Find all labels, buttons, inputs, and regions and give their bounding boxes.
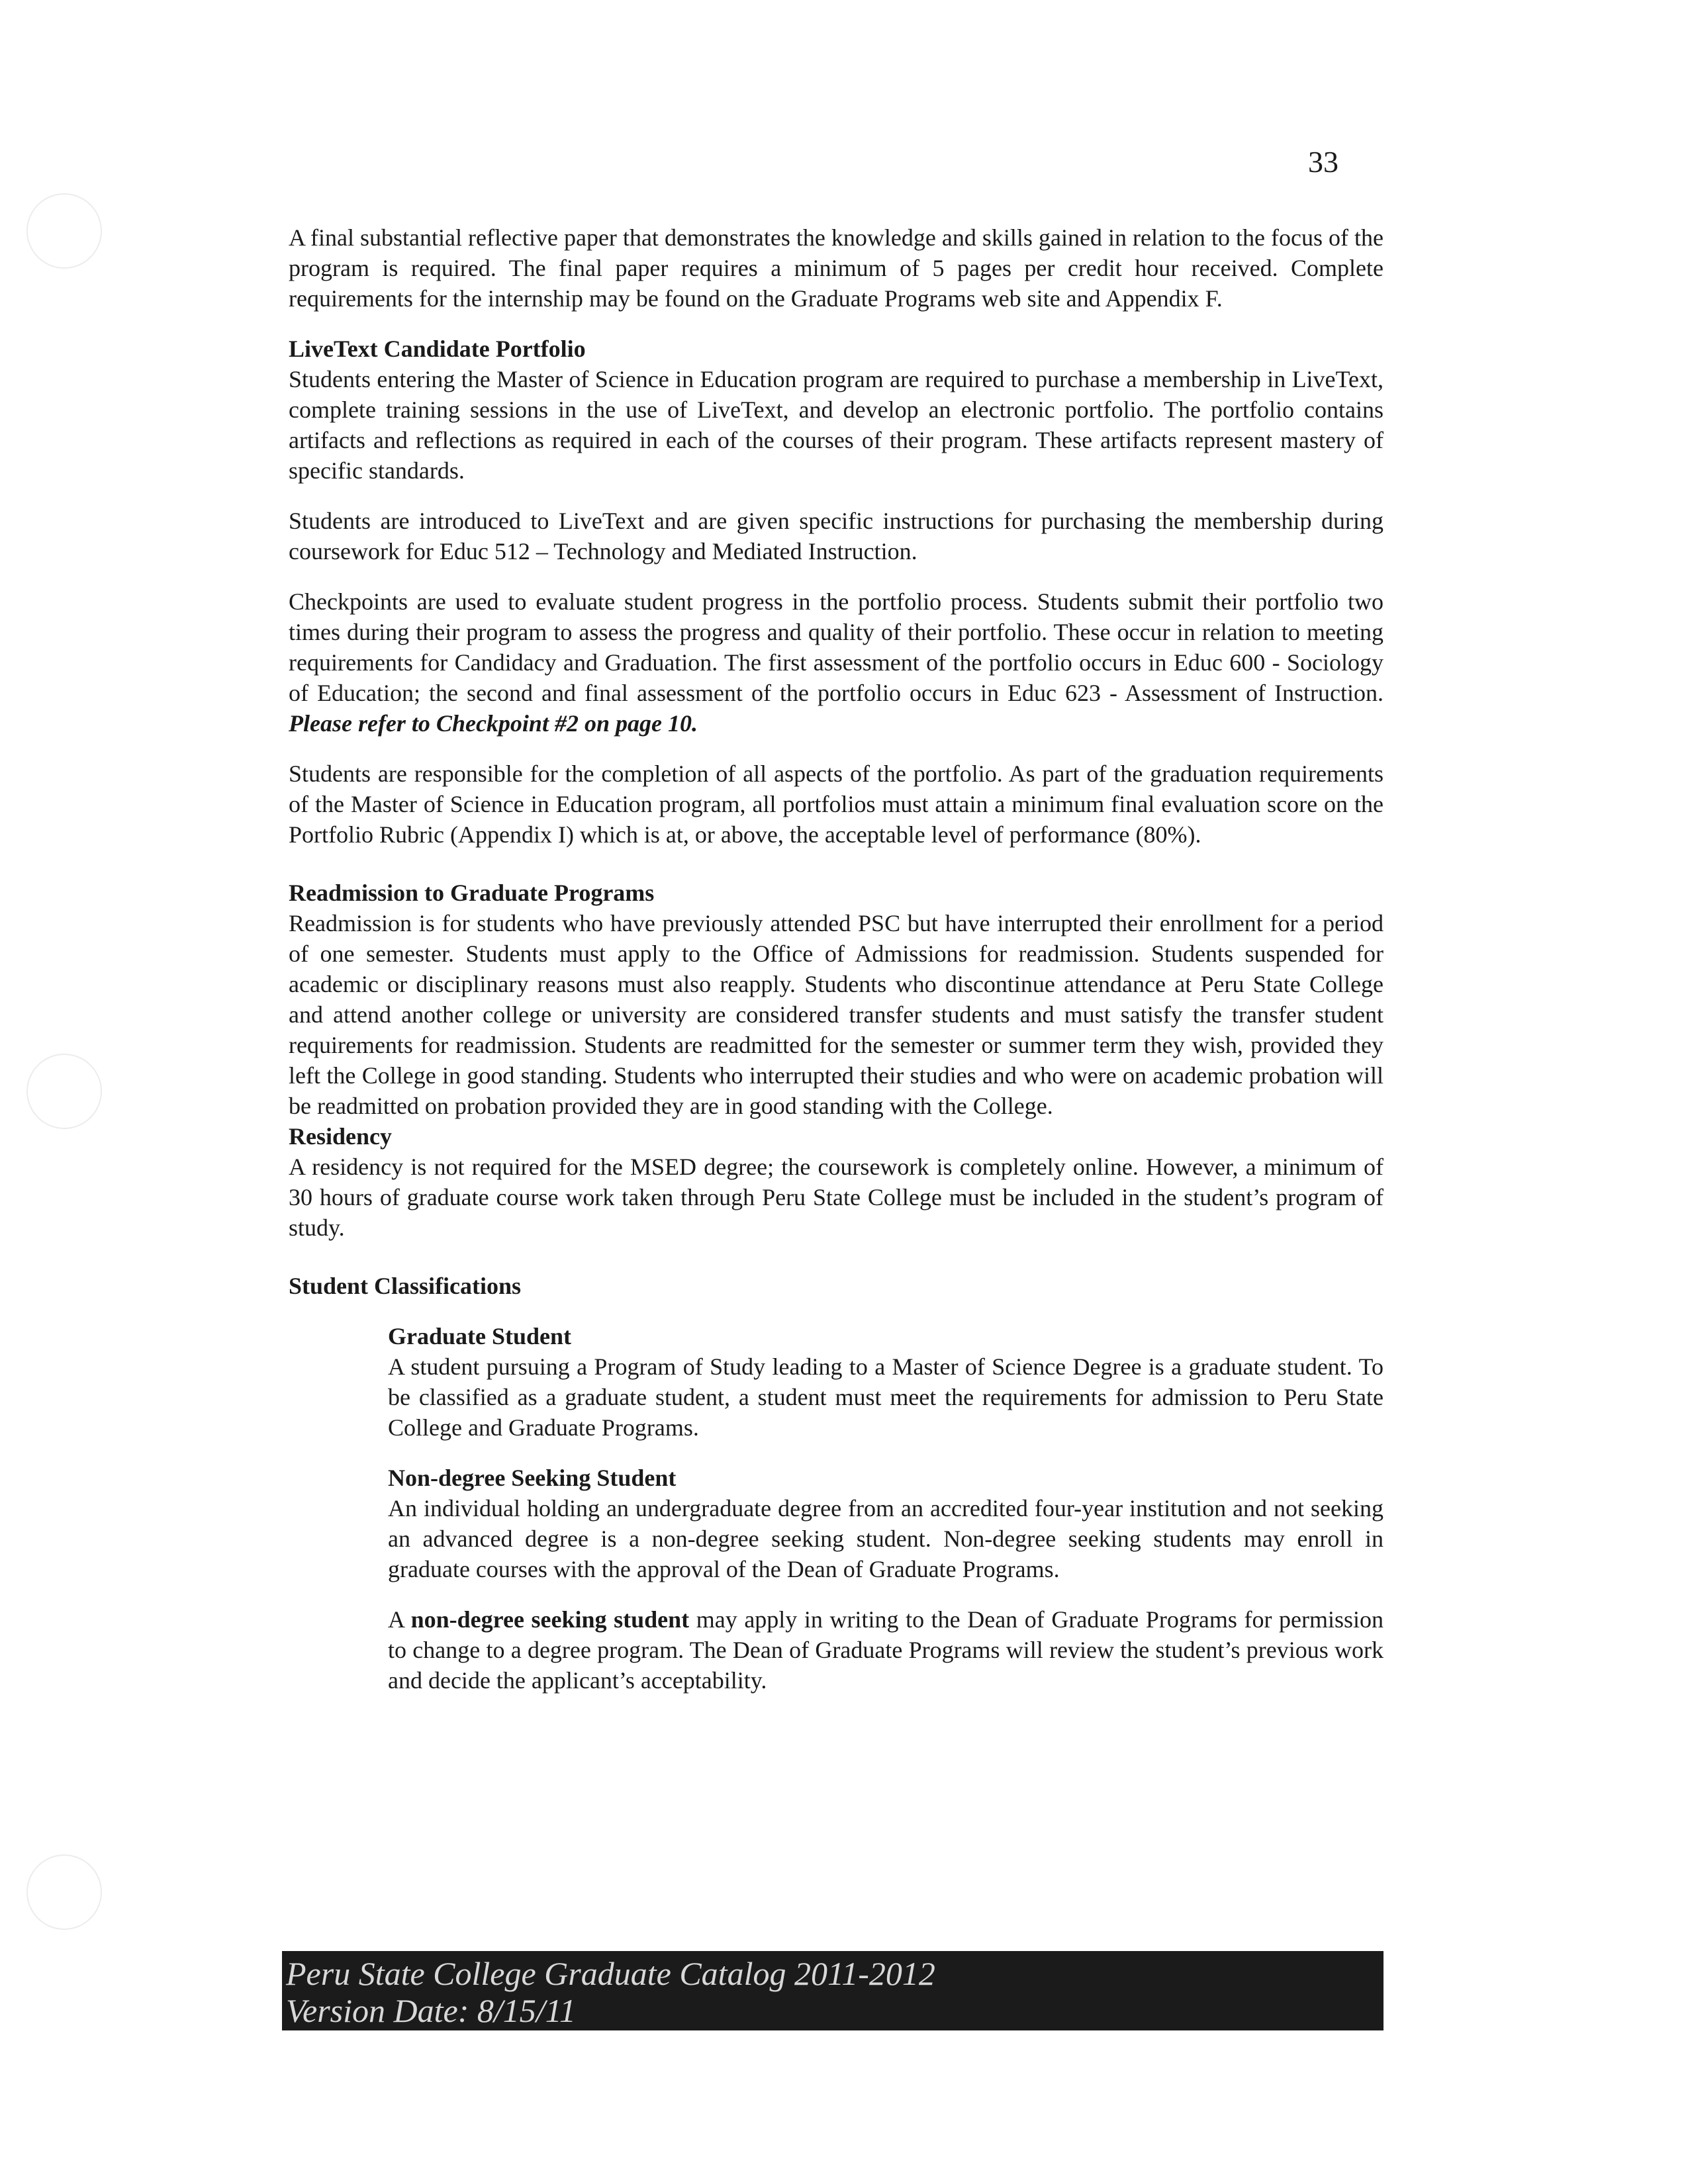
footer-version-date: Version Date: 8/15/11 [286,1992,576,2029]
classifications-section [289,1321,1383,1696]
classifications-heading: Student Classifications [289,1273,522,1299]
livetext-paragraph-1: Students entering the Master of Science in Education program are required to purchase a membership in LiveText, complete training sessions in the use of LiveText, and develop an electronic portfolio. The portfolio contains artifacts and reflections as required in each of the courses of their program. These artifacts represent mastery of specific standards. [289,366,1383,484]
non-degree-paragraph-2 [388,1604,1383,1696]
page-number: 33 [1308,145,1338,179]
readmission-paragraph: Readmission is for students who have previously attended PSC but have interrupted their enrollment for a period of one semester. Students must apply to the Office of Admissions for readmission. Students suspended for academic or disciplinary reasons must also reapply. Students who discontinue attendance at Peru State College and attend another college or university are considered transfer students and must satisfy the transfer student requirements for readmission. Students are readmitted for the semester or summer term they wish, provided they left the College in good standing. Students who interrupted their studies and who were on academic probation will be readmitted on probation provided they are in good standing with the College. [289,910,1383,1119]
non-degree-heading: Non-degree Seeking Student [388,1465,677,1491]
intro-paragraph: A final substantial reflective paper that demonstrates the knowledge and skills gained in relation to the focus of the program is required. The final paper requires a minimum of 5 pages per credit hour received. Complete requirements for the internship may be found on the Graduate Programs web site and Appendix F. [289,224,1383,312]
checkpoint-reference: Please refer to Checkpoint #2 on page 10. [289,710,698,737]
footer-catalog-title: Peru State College Graduate Catalog 2011-2012 [286,1955,935,1992]
graduate-student-heading: Graduate Student [388,1323,572,1349]
non-degree-paragraph-2-rest: may apply in writing to the Dean of Graduate Programs for permission to change to a degree program. The Dean of Graduate Programs will review the student’s previous work and decide the applicant’s acceptability. [388,1606,1384,1694]
non-degree-term: non-degree seeking student [410,1606,690,1633]
livetext-heading: LiveText Candidate Portfolio [289,336,586,362]
punch-hole-top [26,193,102,269]
residency-heading: Residency [289,1123,392,1150]
document-body [289,222,1383,1715]
non-degree-paragraph-2-lead: A [388,1606,404,1633]
residency-paragraph: A residency is not required for the MSED degree; the coursework is completely online. However, a minimum of 30 hours of graduate course work taken through Peru State College must be included in the student’s program of study. [289,1154,1383,1241]
punch-hole-middle [26,1054,102,1129]
catalog-footer-banner [282,1951,1383,2030]
readmission-heading: Readmission to Graduate Programs [289,880,655,906]
graduate-student-paragraph: A student pursuing a Program of Study leading to a Master of Science Degree is a graduate student. To be classified as a graduate student, a student must meet the requirements for admission to Peru State College and Graduate Programs. [388,1353,1383,1441]
non-degree-paragraph-1: An individual holding an undergraduate degree from an accredited four-year institution and not seeking an advanced degree is a non-degree seeking student. Non-degree seeking students may enroll in graduate courses with the approval of the Dean of Graduate Programs. [388,1495,1383,1582]
livetext-paragraph-3-text: Checkpoints are used to evaluate student progress in the portfolio process. Students submit their portfolio two times during their program to assess the progress and quality of their portfolio. These occur in relation to meeting requirements for Candidacy and Graduation. The first assessment of the portfolio occurs in Educ 600 - Sociology of Education; the second and final assessment of the portfolio occurs in Educ 623 - Assessment of Instruction. [289,588,1383,706]
livetext-paragraph-4: Students are responsible for the completion of all aspects of the portfolio. As part of the graduation requirements of the Master of Science in Education program, all portfolios must attain a minimum final evaluation score on the Portfolio Rubric (Appendix I) which is at, or above, the acceptable level of performance (80%). [289,760,1383,848]
punch-hole-bottom [26,1854,102,1930]
livetext-paragraph-2: Students are introduced to LiveText and are given specific instructions for purchasing the membership during coursework for Educ 512 – Technology and Mediated Instruction. [289,508,1383,565]
livetext-paragraph-3 [289,586,1383,739]
